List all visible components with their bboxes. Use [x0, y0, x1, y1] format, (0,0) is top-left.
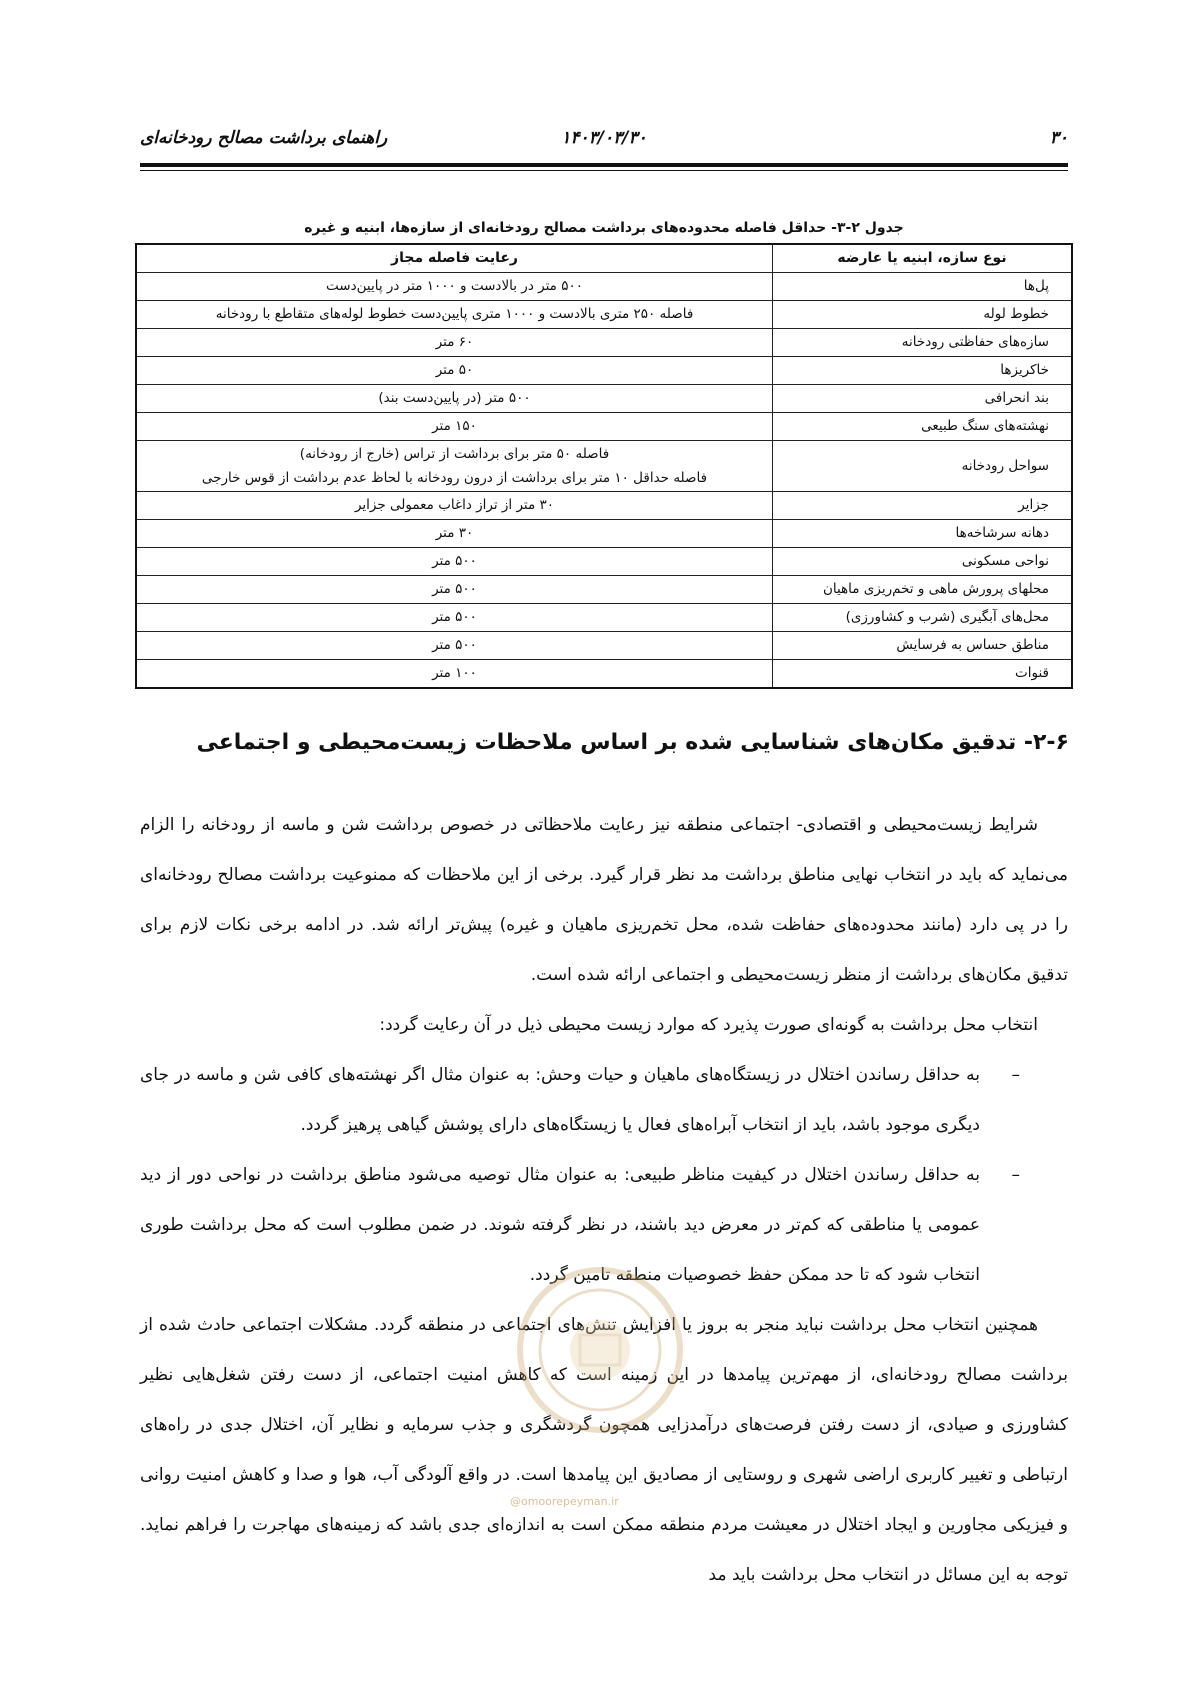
cell-type: جزایر — [773, 492, 1073, 520]
table-row — [136, 576, 1072, 604]
cell-type: نهشته‌های سنگ طبیعی — [773, 413, 1073, 441]
cell-distance-line-1: فاصله ۵۰ متر برای برداشت از تراس (خارج از رودخانه) — [299, 446, 610, 462]
cell-type: خطوط لوله — [773, 301, 1073, 329]
table-row — [136, 273, 1072, 301]
cell-distance: ۶۰ متر — [136, 329, 773, 357]
cell-type: بند انحرافی — [773, 385, 1073, 413]
cell-distance: ۵۰۰ متر در بالادست و ۱۰۰۰ متر در پایین‌دست — [136, 273, 773, 301]
paragraph: انتخاب محل برداشت به گونه‌ای صورت پذیرد که موارد زیست محیطی ذیل در آن رعایت گردد: — [379, 1015, 1038, 1035]
bullet-text: به حداقل رساندن اختلال در زیستگاه‌های ماهیان و حیات وحش: به عنوان مثال اگر نهشته‌های کافی شن و ماسه در جای دیگری موجود باشد، باید از انتخاب آبراه‌های فعال یا زیستگاه‌های دارای پوشش گیاهی پرهیز گردد. — [140, 1065, 980, 1135]
table-row — [136, 301, 1072, 329]
cell-distance: ۳۰ متر از تراز داغاب معمولی جزایر — [136, 492, 773, 520]
table-row — [136, 520, 1072, 548]
bullet-text: به حداقل رساندن اختلال در کیفیت مناظر طبیعی: به عنوان مثال توصیه می‌شود مناطق برداشت در نواحی دور از دید عمومی یا مناطقی که کم‌تر در معرض دید باشند، در نظر گرفته شوند. در ضمن مطلوب است که محل برداشت طوری انتخاب شود که تا حد ممکن حفظ خصوصیات منطقه تامین گردد. — [140, 1165, 980, 1285]
cell-type: محلهای پرورش ماهی و تخم‌ریزی ماهیان — [773, 576, 1073, 604]
cell-type: قنوات — [773, 660, 1073, 689]
header-rule-thin — [140, 170, 1068, 171]
watermark-handle: @omoorepeyman.ir — [510, 1495, 619, 1508]
table-row — [136, 413, 1072, 441]
cell-distance — [136, 441, 773, 492]
cell-distance: ۵۰۰ متر — [136, 548, 773, 576]
page-number: ۳۰ — [1049, 128, 1068, 148]
table-row — [136, 660, 1072, 689]
header-date: ۱۴۰۳/۰۳/۳۰ — [561, 128, 647, 148]
section-body — [140, 800, 1068, 1600]
cell-type: خاکریزها — [773, 357, 1073, 385]
bullet-item — [140, 1050, 1068, 1150]
header-type: نوع سازه، ابنیه یا عارضه — [773, 244, 1073, 273]
cell-distance: ۳۰ متر — [136, 520, 773, 548]
bullet-dash: – — [1011, 1165, 1020, 1185]
cell-type: مناطق حساس به فرسایش — [773, 632, 1073, 660]
paragraph: همچنین انتخاب محل برداشت نباید منجر به بروز یا افزایش تنش‌های اجتماعی در منطقه گردد. مشکلات اجتماعی حادث شده از برداشت مصالح رودخانه‌ای، از مهم‌ترین پیامدها در این زمینه است که کاهش امنیت اجتماعی، از دست رفتن شغل‌هایی نظیر کشاورزی و صیادی، از دست رفتن فرصت‌های درآمدزایی همچون گردشگری و جذب سرمایه و نظایر آن، اختلال جدی در راه‌های ارتباطی و تغییر کاربری اراضی شهری و روستایی از مصادیق این پیامدها است. در واقع آلودگی آب، هوا و صدا و کاهش امنیت روانی و فیزیکی مجاورین و ایجاد اختلال در معیشت مردم منطقه ممکن است به اندازه‌ای جدی باشد که زمینه‌های مهاجرت را فراهم نماید. توجه به این مسائل در انتخاب محل برداشت باید مد — [140, 1315, 1068, 1585]
cell-type: سازه‌های حفاظتی رودخانه — [773, 329, 1073, 357]
table-row — [136, 385, 1072, 413]
cell-type: دهانه سرشاخه‌ها — [773, 520, 1073, 548]
cell-distance: ۱۰۰ متر — [136, 660, 773, 689]
cell-type: سواحل رودخانه — [773, 441, 1073, 492]
header-distance: رعایت فاصله مجاز — [136, 244, 773, 273]
book-title: راهنمای برداشت مصالح رودخانه‌ای — [140, 128, 388, 148]
cell-type: نواحی مسکونی — [773, 548, 1073, 576]
table-row — [136, 548, 1072, 576]
cell-distance: ۱۵۰ متر — [136, 413, 773, 441]
page-header — [140, 128, 1068, 158]
cell-distance: ۵۰۰ متر — [136, 604, 773, 632]
cell-distance: ۵۰۰ متر (در پایین‌دست بند) — [136, 385, 773, 413]
table-row — [136, 441, 1072, 492]
cell-type: پل‌ها — [773, 273, 1073, 301]
table-row — [136, 329, 1072, 357]
bullet-dash: – — [1011, 1065, 1020, 1085]
header-rule-thick — [140, 163, 1068, 167]
cell-distance: فاصله ۲۵۰ متری بالادست و ۱۰۰۰ متری پایین‌دست خطوط لوله‌های متقاطع با رودخانه — [136, 301, 773, 329]
table-row — [136, 492, 1072, 520]
table-header-row — [136, 244, 1072, 273]
paragraph: شرایط زیست‌محیطی و اقتصادی- اجتماعی منطقه نیز رعایت ملاحظاتی در خصوص برداشت شن و ماسه از رودخانه را الزام می‌نماید که باید در انتخاب نهایی مناطق برداشت مد نظر قرار گیرد. برخی از این ملاحظات که ممنوعیت برداشت مصالح رودخانه‌ای را در پی دارد (مانند محدوده‌های حفاظت شده، محل تخم‌ریزی ماهیان و غیره) پیش‌تر ارائه شد. در ادامه برخی نکات لازم برای تدقیق مکان‌های برداشت از منظر زیست‌محیطی و اجتماعی ارائه شده است. — [140, 815, 1068, 985]
cell-distance: ۵۰۰ متر — [136, 576, 773, 604]
table-row — [136, 357, 1072, 385]
distance-table — [135, 243, 1073, 689]
table-caption: جدول ۲-۳- حداقل فاصله محدوده‌های برداشت مصالح رودخانه‌ای از سازه‌ها، ابنیه و غیره — [304, 220, 904, 236]
cell-distance: ۵۰۰ متر — [136, 632, 773, 660]
table-row — [136, 632, 1072, 660]
bullet-item — [140, 1150, 1068, 1300]
cell-distance-line-2: فاصله حداقل ۱۰ متر برای برداشت از درون رودخانه با لحاظ عدم برداشت از قوس خارجی — [201, 470, 708, 486]
cell-distance: ۵۰ متر — [136, 357, 773, 385]
section-heading: ۲-۶- تدقیق مکان‌های شناسایی شده بر اساس ملاحظات زیست‌محیطی و اجتماعی — [196, 730, 1069, 755]
cell-type: محل‌های آبگیری (شرب و کشاورزی) — [773, 604, 1073, 632]
table-row — [136, 604, 1072, 632]
